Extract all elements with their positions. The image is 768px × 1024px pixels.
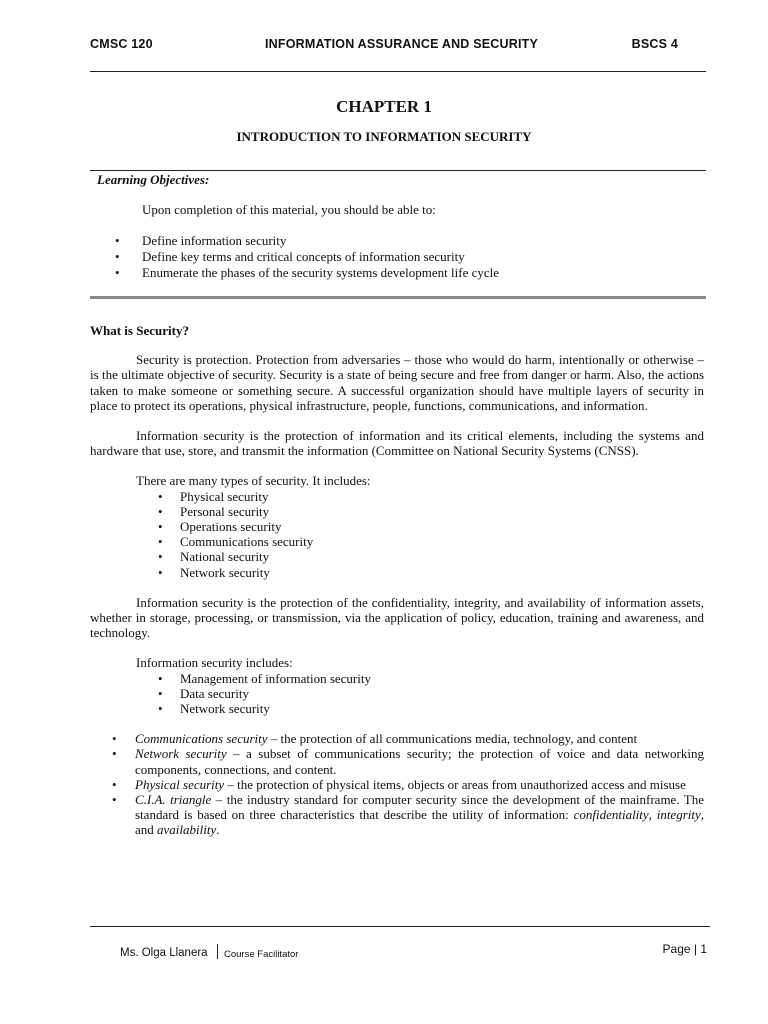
cia-confidentiality: confidentiality bbox=[573, 807, 649, 823]
bullet-icon: • bbox=[112, 731, 117, 747]
bullet-icon: • bbox=[158, 701, 163, 717]
list-item: • Management of information security bbox=[158, 670, 371, 686]
definition-term: Communications security bbox=[135, 731, 268, 747]
list-item: • Network security bbox=[158, 564, 270, 580]
bullet-icon: • bbox=[158, 503, 163, 519]
definition-text: – the protection of physical items, objects or areas from unauthorized access and misuse bbox=[224, 776, 686, 792]
paragraph: Information security is the protection of information and its critical elements, including the systems and hardware that use, store, and transmit the information (Committee on National Security Systems (CNSS). bbox=[90, 428, 704, 459]
definition-term: Network security bbox=[135, 746, 227, 762]
list-item: • Enumerate the phases of the security systems development life cycle bbox=[115, 265, 500, 280]
course-title: INFORMATION ASSURANCE AND SECURITY bbox=[265, 37, 539, 51]
list-item: • Personal security bbox=[158, 503, 270, 519]
list-item: • Operations security bbox=[158, 519, 282, 535]
bullet-icon: • bbox=[158, 488, 163, 504]
chapter-title: CHAPTER 1 bbox=[336, 97, 432, 116]
bullet-icon: • bbox=[115, 233, 120, 248]
footer-separator bbox=[217, 944, 218, 959]
objectives-intro: Upon completion of this material, you should be able to: bbox=[142, 202, 436, 217]
paragraph: Information security is the protection of the confidentiality, integrity, and availability of information assets, whether in storage, processing, or transmission, via the application of policy, education, training and awareness, and technology. bbox=[90, 594, 704, 641]
bullet-icon: • bbox=[115, 249, 120, 264]
bullet-icon: • bbox=[115, 265, 120, 280]
header-divider bbox=[90, 71, 706, 72]
paragraph: Security is protection. Protection from adversaries – those who would do harm, intentionally or otherwise – is the ultimate objective of security. Security is a state of being secure and free from danger or harm. Also, the actions taken to make someone or something secure. A successful organization should have multiple layers of security in place to protect its operations, physical infrastructure, people, functions, communications, and information. bbox=[90, 352, 704, 413]
definition-text: – the protection of all communications media, technology, and content bbox=[267, 731, 638, 747]
cia-availability: availability bbox=[157, 822, 217, 838]
list-item: • National security bbox=[158, 549, 270, 565]
definition-text: – the industry standard for computer security since the development of the mainframe. The standard is based on three characteristics that describe the utility of information: bbox=[135, 792, 704, 823]
page-header bbox=[90, 37, 710, 55]
bullet-icon: • bbox=[158, 519, 163, 535]
section-heading: What is Security? bbox=[90, 323, 189, 338]
facilitator-role: Course Facilitator bbox=[224, 949, 299, 960]
bullet-icon: • bbox=[158, 564, 163, 580]
list-item: • Define information security bbox=[115, 233, 287, 248]
page-number: Page | 1 bbox=[662, 942, 707, 956]
document-body bbox=[90, 323, 704, 838]
objectives-list bbox=[115, 233, 499, 281]
definition-term: C.I.A. triangle bbox=[135, 792, 212, 808]
definition-item bbox=[90, 731, 704, 746]
course-code: CMSC 120 bbox=[90, 37, 153, 51]
program-label: BSCS 4 bbox=[631, 37, 678, 51]
list-item: • Define key terms and critical concepts of information security bbox=[115, 249, 465, 264]
security-includes-list bbox=[90, 671, 704, 717]
bullet-icon: • bbox=[158, 549, 163, 565]
security-types-list bbox=[90, 489, 704, 580]
list-item: • Communications security bbox=[158, 534, 314, 550]
definition-text: – a subset of communications security; the protection of voice and data networking components, connections, and content. bbox=[135, 746, 704, 777]
bullet-icon: • bbox=[158, 534, 163, 550]
definition-item bbox=[90, 777, 704, 792]
facilitator-name: Ms. Olga Llanera bbox=[120, 947, 208, 959]
definition-item: • C.I.A. triangle – the industry standard for computer security since the development of the mainframe. The standard is based on three characteristics that describe the utility of information: confidentiality, integrity, and availability. bbox=[112, 792, 704, 838]
bullet-icon: • bbox=[112, 776, 117, 792]
list-item: • Data security bbox=[158, 685, 249, 701]
definitions-list bbox=[90, 731, 704, 837]
paragraph: Information security includes: bbox=[136, 655, 293, 671]
definition-item bbox=[90, 746, 704, 776]
objectives-top-divider bbox=[90, 170, 706, 171]
bullet-icon: • bbox=[158, 685, 163, 701]
objectives-bottom-divider bbox=[90, 296, 706, 299]
bullet-icon: • bbox=[158, 670, 163, 686]
bullet-icon: • bbox=[112, 792, 117, 808]
footer-divider bbox=[90, 926, 710, 927]
list-item: • Network security bbox=[158, 701, 270, 717]
bullet-icon: • bbox=[112, 746, 117, 762]
chapter-subtitle: INTRODUCTION TO INFORMATION SECURITY bbox=[236, 129, 532, 144]
paragraph: There are many types of security. It includes: bbox=[136, 473, 371, 489]
cia-integrity: integrity bbox=[656, 807, 701, 823]
definition-term: Physical security bbox=[135, 776, 225, 792]
objectives-label: Learning Objectives: bbox=[97, 172, 210, 187]
list-item: • Physical security bbox=[158, 488, 269, 504]
